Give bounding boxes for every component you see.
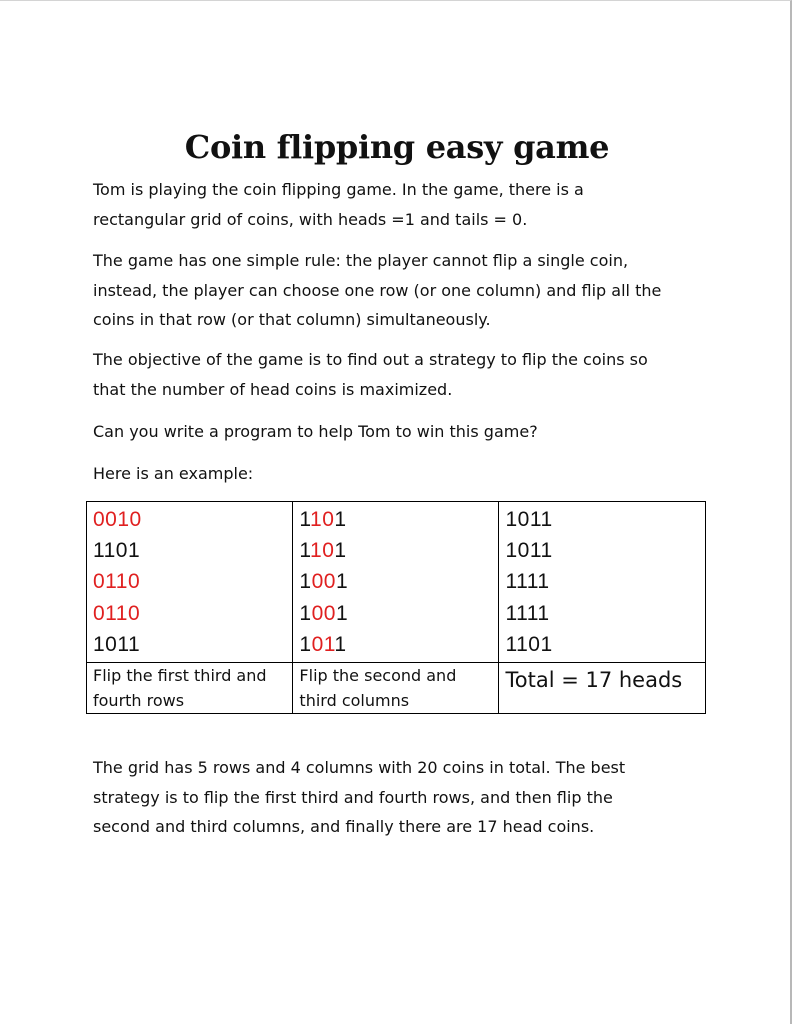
coin-row bbox=[93, 598, 292, 629]
example-table bbox=[86, 501, 706, 714]
conclusion-paragraph bbox=[93, 753, 703, 842]
text-line: The game has one simple rule: the player cannot flip a single coin, bbox=[93, 251, 629, 270]
row-flipped-grid-cell bbox=[293, 502, 499, 663]
coin-row bbox=[505, 535, 705, 566]
coin-digits: 1011 bbox=[505, 508, 553, 531]
caption-line: Flip the second and bbox=[299, 666, 457, 686]
coin-digits: 1111 bbox=[505, 570, 550, 594]
coin-digits: 1 bbox=[334, 632, 347, 656]
text-line: instead, the player can choose one row (or one column) and flip all the bbox=[93, 280, 662, 300]
coin-digits: 01 bbox=[311, 632, 335, 656]
coin-row bbox=[505, 598, 705, 629]
caption-line: third columns bbox=[299, 691, 410, 711]
coin-digits: 1 bbox=[299, 508, 311, 531]
text-line: coins in that row (or that column) simultaneously. bbox=[93, 310, 491, 329]
text-line: strategy is to flip the first third and fourth rows, and then flip the bbox=[93, 787, 613, 807]
coin-digits: 10 bbox=[310, 508, 335, 531]
coin-digits: 1 bbox=[335, 601, 349, 625]
coin-digits: 1011 bbox=[505, 539, 553, 563]
step2-caption bbox=[293, 663, 499, 714]
final-grid-cell bbox=[499, 502, 706, 663]
coin-digits: 1 bbox=[299, 539, 311, 563]
text-line: that the number of head coins is maximized. bbox=[93, 379, 453, 399]
coin-digits: 10 bbox=[310, 539, 335, 563]
text-line: second and third columns, and finally there are 17 head coins. bbox=[93, 817, 595, 836]
caption-line: fourth rows bbox=[93, 691, 185, 711]
coin-row bbox=[93, 566, 292, 597]
coin-row bbox=[93, 535, 292, 566]
coin-digits: 0010 bbox=[93, 508, 142, 531]
caption-row bbox=[87, 663, 706, 714]
question-paragraph bbox=[93, 417, 703, 447]
text-line: The grid has 5 rows and 4 columns with 20 coins in total. The best bbox=[93, 758, 626, 777]
coin-digits: 1 bbox=[334, 539, 347, 563]
coin-row bbox=[299, 566, 498, 597]
coin-row bbox=[299, 629, 498, 660]
page-title: Coin flipping easy game bbox=[184, 128, 610, 166]
coin-digits: 1 bbox=[299, 601, 312, 625]
text-line: Here is an example: bbox=[93, 464, 254, 483]
rule-paragraph bbox=[93, 246, 703, 335]
coin-digits: 1 bbox=[299, 570, 312, 594]
coin-digits: 1101 bbox=[93, 539, 141, 563]
coin-digits: 1101 bbox=[505, 632, 553, 656]
coin-digits: 1011 bbox=[93, 632, 141, 656]
coin-digits: 1111 bbox=[505, 601, 550, 625]
coin-row bbox=[505, 504, 705, 535]
intro-paragraph bbox=[93, 175, 703, 234]
text-line: The objective of the game is to find out a strategy to flip the coins so bbox=[93, 350, 648, 369]
coin-digits: 1 bbox=[299, 632, 312, 656]
text-line: rectangular grid of coins, with heads =1 and tails = 0. bbox=[93, 209, 528, 229]
example-intro bbox=[93, 459, 703, 489]
objective-paragraph bbox=[93, 345, 703, 404]
text-line: Can you write a program to help Tom to win this game? bbox=[93, 422, 538, 441]
coin-digits: 0110 bbox=[93, 570, 141, 594]
coin-row bbox=[505, 629, 705, 660]
coin-row bbox=[93, 629, 292, 660]
grid-row-group bbox=[87, 502, 706, 663]
original-grid-cell bbox=[87, 502, 293, 663]
coin-row bbox=[505, 566, 705, 597]
total-heads: Total = 17 heads bbox=[499, 663, 706, 714]
coin-digits: 0110 bbox=[93, 601, 141, 625]
coin-row bbox=[93, 504, 292, 535]
coin-row bbox=[299, 504, 498, 535]
text-line: Tom is playing the coin flipping game. In the game, there is a bbox=[93, 180, 584, 199]
step1-caption bbox=[87, 663, 293, 714]
coin-digits: 1 bbox=[335, 570, 349, 594]
coin-row bbox=[299, 598, 498, 629]
caption-line: Flip the first third and bbox=[93, 666, 267, 686]
coin-digits: 00 bbox=[311, 601, 336, 625]
coin-row bbox=[299, 535, 498, 566]
coin-digits: 00 bbox=[311, 570, 336, 594]
coin-digits: 1 bbox=[334, 508, 347, 531]
